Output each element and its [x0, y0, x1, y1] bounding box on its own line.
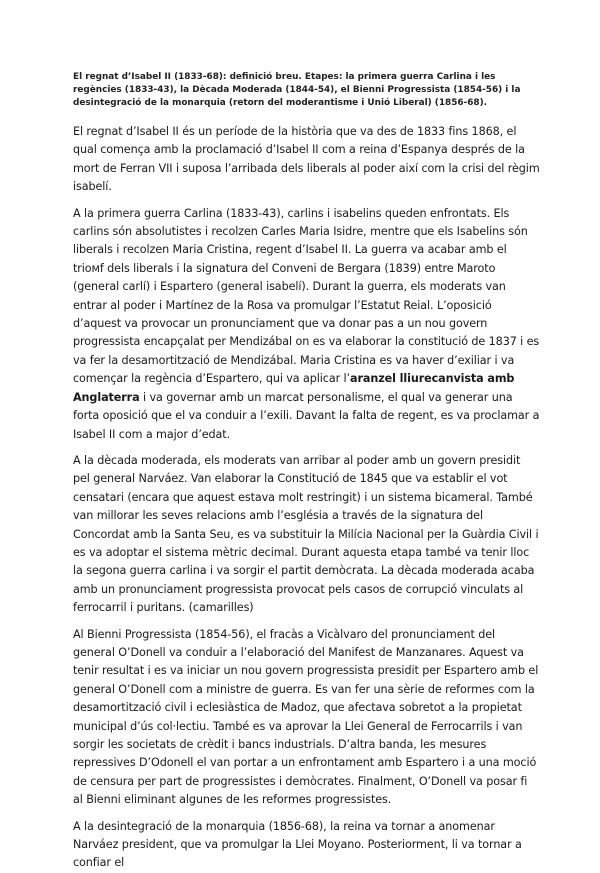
paragraph-intro: El regnat d’Isabel II és un període de la història que va des de 1833 fins 1868, el qual comença amb la proclamació d’Isabel II com a reina d’Espanya després de la mort de Ferran VII i suposa l’arribada dels liberals al poder així com la crisi del règim isabelí.: [73, 125, 540, 194]
paragraph-text: i va governar amb un marcat personalisme, el qual va generar una forta oposició que el va conduir a l’exili. Davant la falta de regent, es va proclamar a Isabel II com a major d’edat.: [73, 390, 540, 441]
paragraph-monarchy-disintegration: A la desintegració de la monarquia (1856-68), la reina va tornar a anomenar Narváez president, que va promulgar la Llei Moyano. Posteriorment, li va tornar a confiar el: [73, 819, 522, 870]
bold-term: aranzel lliurecanvista amb Anglaterra: [73, 372, 515, 404]
paragraph-moderate-decade: A la dècada moderada, els moderats van arribar al poder amb un govern presidit pel general Narváez. Van elaborar la Constitució de 1845 que va establir el vot censatari (encara que aquest estava molt restringit) i un sistema bicameral. També van millorar les seves relacions amb l’església a través de la signatura del Concordat amb la Santa Seu, es va substituir la Milícia Nacional per la Guàrdia Civil i es va adoptar el sistema mètric decimal. Durant aquesta etapa també va tenir lloc la segona guerra carlina i va sorgir el partit demòcrata. La dècada moderada acaba amb un pronunciament progressista provocat pels casos de corrupció vinculats al ferrocarril i puritans. (camarilles): [73, 453, 539, 615]
paragraph-progressive-biennium: Al Bienni Progressista (1854-56), el fracàs a Vicàlvaro del pronunciament del general O’Donell va conduir a l’elaboració del Manifest de Manzanares. Aquest va tenir resultat i es va iniciar un nou govern progressista presidit per Espartero amb el general O’Donell com a ministre de guerra. Es van fer una sèrie de reformes com la desamortització civil i eclesiàstica de Madoz, que afectava sobretot a la propietat municipal d’ús col·lectiu. També es va aprovar la Llei General de Ferrocarrils i van sorgir les societats de crèdit i bancs industrials. D’altra banda, les mesures repressives D’Odonell el van portar a un enfrontament amb Espartero i a una moció de censura per part de progressistes i demòcrates. Finalment, O’Donell va posar fi al Bienni eliminant algunes de les reformes progressistes.: [73, 627, 539, 807]
paragraph-text: A la primera guerra Carlina (1833-43), carlins i isabelins queden enfrontats. Els carlins són absolutistes i recolzen Carles Maria Isidre, mentre que els Isabelins són liberals i recolzen Maria Cristina, regent d’Isabel II. La guerra va acabar amb el trioмf dels liberals i la signatura del Conveni de Bergara (1839) entre Maroto (general carlí) i Espartero (general isabelí). Durant la guerra, els moderats van entrar al poder i Martínez de la Rosa va promulgar l’Estatut Reial. L’oposició d’aquest va provocar un pronunciament que va donar pas a un nou govern progressista encapçalat per Mendizábal on es va elaborar la constitució de 1837 i es va fer la desamortització de Mendizábal. Maria Cristina es va haver d’exiliar i va començar la regència d’Espartero, qui va aplicar l’: [73, 206, 540, 386]
paragraph-first-carlist-war: [73, 205, 540, 444]
document-heading: El regnat d’Isabel II (1833-68): definició breu. Etapes: la primera guerra Carlina i les regències (1833-43), la Dècada Moderada (1844-54), el Bienni Progressista (1854-56) i la desintegració de la monarquia (retorn del moderantisme i Unió Liberal) (1856-68).: [73, 72, 521, 108]
